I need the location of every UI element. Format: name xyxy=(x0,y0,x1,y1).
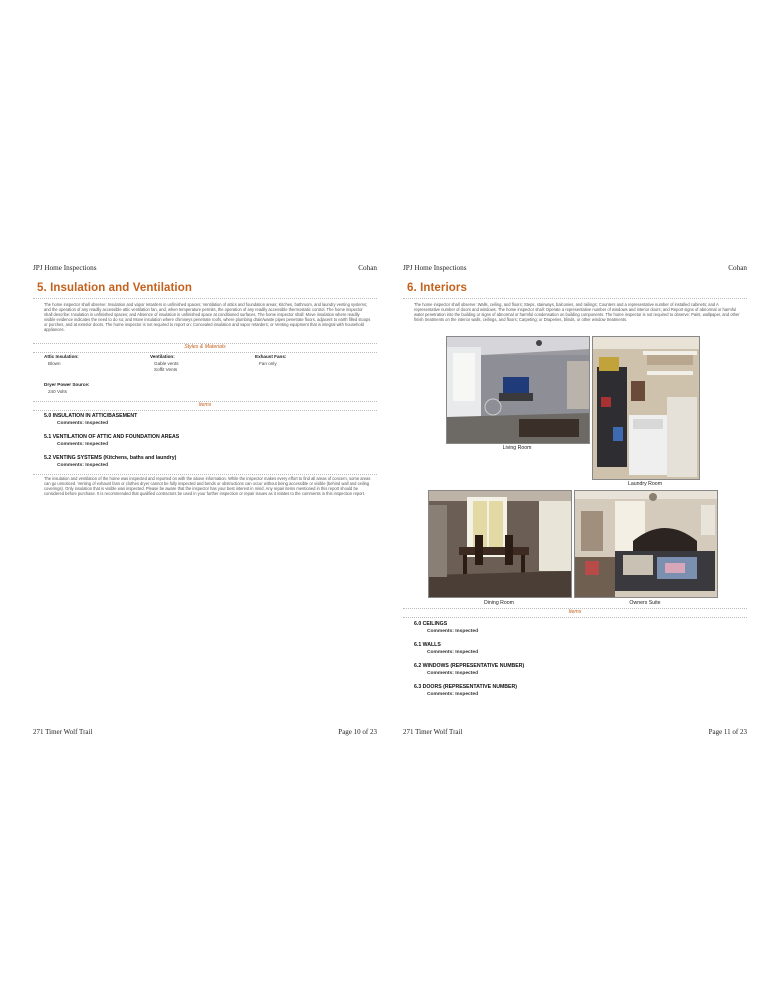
styles-divider-bottom xyxy=(33,352,377,353)
inspection-item: 6.3 DOORS (REPRESENTATIVE NUMBER) Comments: Inspected xyxy=(414,684,517,697)
title-divider xyxy=(403,298,747,299)
report-page-10 xyxy=(33,258,377,742)
section-title: 6. Interiors xyxy=(407,282,467,294)
property-address: 271 Timer Wolf Trail xyxy=(33,728,93,736)
styles-materials-heading: Styles & Materials xyxy=(184,344,226,350)
caption-living-room: Living Room xyxy=(502,445,532,451)
section-intro: The home inspector shall observe: Insulation and vapor retarders in unfinished spaces; Ventilation of attics and foundation areas; Kitchen, bathroom, and laundry venting systems; and the operation of any readily accessible attic ventilation fan, and, when temperature permits, the operation of any readily accessible thermostatic control. The home inspector shall describe: Insulation in unfinished spaces; and Absence of insulation in unfinished space at conditioned surfaces. The home inspector shall: Move insulation where readily visible evidence indicates the need to do so; and Move insulation where chimneys penetrate roofs, where plumbing drain/waste pipes penetrate floors, adjacent to earth filled stoops or porches, and at exterior doors. The home inspector is not required to report on: Concealed insulation and vapor retarders; or Venting equipment that is integral with household appliances. xyxy=(44,302,371,333)
section-intro: The home inspector shall observe: Walls, ceiling, and floors; Steps, stairways, balconies, and railings; Counters and a representative number of installed cabinets; and A representative number of doors and windows. The home inspector shall: Operate a representative number of windows and interior doors; and Report signs of abnormal or harmful water penetration into the building or signs of abnormal or harmful condensation on building components. The home inspector is not required to observe: Paint, wallpaper, and other finish treatments on the interior walls, ceilings, and floors; Carpeting; or Draperies, blinds, or other window treatments. xyxy=(414,302,740,323)
caption-laundry-room: Laundry Room xyxy=(627,481,663,487)
living-room-image xyxy=(447,337,589,443)
items-divider-bottom xyxy=(403,617,747,618)
photo-dining-room xyxy=(428,490,572,598)
material-exhaust-fans: Exhaust Fans: Fan only xyxy=(255,354,287,366)
dining-room-image xyxy=(429,491,571,597)
inspection-item: 5.0 INSULATION IN ATTIC/BASEMENT Comments: Inspected xyxy=(44,413,138,426)
inspection-item: 5.1 VENTILATION OF ATTIC AND FOUNDATION AREAS Comments: Inspected xyxy=(44,434,180,447)
client-name: Cohan xyxy=(728,264,747,272)
client-name: Cohan xyxy=(358,264,377,272)
photo-living-room xyxy=(446,336,590,444)
caption-dining-room: Dining Room xyxy=(484,600,514,606)
closing-note: The insulation and ventilation of the home was inspected and reported on with the above information. While the inspector makes every effort to find all areas of concern, some areas can go unnoticed. Venting of exhaust fans or clothes dryer cannot be fully inspected and bends or obstructions can occur without being accessible or visible (behind wall and ceiling coverings). Only insulation that is visible was inspected. Please be aware that the inspector has your best interest in mind. Any repair items mentioned in this report should be considered before purchase. It is recommended that qualified contractors be used in your further inspection or repair issues as it relates to the comments in this inspection report. xyxy=(44,476,371,497)
company-name: JPJ Home Inspections xyxy=(403,264,467,272)
page-number: Page 10 of 23 xyxy=(338,728,377,736)
caption-owners-suite: Owners Suite xyxy=(629,600,661,606)
property-address: 271 Timer Wolf Trail xyxy=(403,728,463,736)
items-heading: Items xyxy=(568,609,582,615)
page-number: Page 11 of 23 xyxy=(708,728,747,736)
section-title: 5. Insulation and Ventilation xyxy=(37,282,192,294)
inspection-item: 6.0 CEILINGS Comments: Inspected xyxy=(414,621,479,634)
inspection-item: 5.2 VENTING SYSTEMS (Kitchens, baths and laundry) Comments: Inspected xyxy=(44,455,177,468)
closing-divider xyxy=(33,474,377,475)
inspection-item: 6.1 WALLS Comments: Inspected xyxy=(414,642,479,655)
photo-owners-suite xyxy=(574,490,718,598)
photo-laundry-room xyxy=(592,336,700,480)
report-page-11 xyxy=(403,258,747,742)
title-divider xyxy=(33,298,377,299)
material-ventilation: Ventilation: Gable vents Soffit Vents xyxy=(150,354,179,373)
items-divider-bottom xyxy=(33,410,377,411)
owners-suite-image xyxy=(575,491,717,597)
material-attic-insulation: Attic Insulation: Blown xyxy=(44,354,79,366)
laundry-room-image xyxy=(593,337,699,479)
items-heading: Items xyxy=(198,402,212,408)
material-dryer-power: Dryer Power Source: 240 Volts xyxy=(44,382,90,394)
company-name: JPJ Home Inspections xyxy=(33,264,97,272)
inspection-item: 6.2 WINDOWS (REPRESENTATIVE NUMBER) Comments: Inspected xyxy=(414,663,525,676)
